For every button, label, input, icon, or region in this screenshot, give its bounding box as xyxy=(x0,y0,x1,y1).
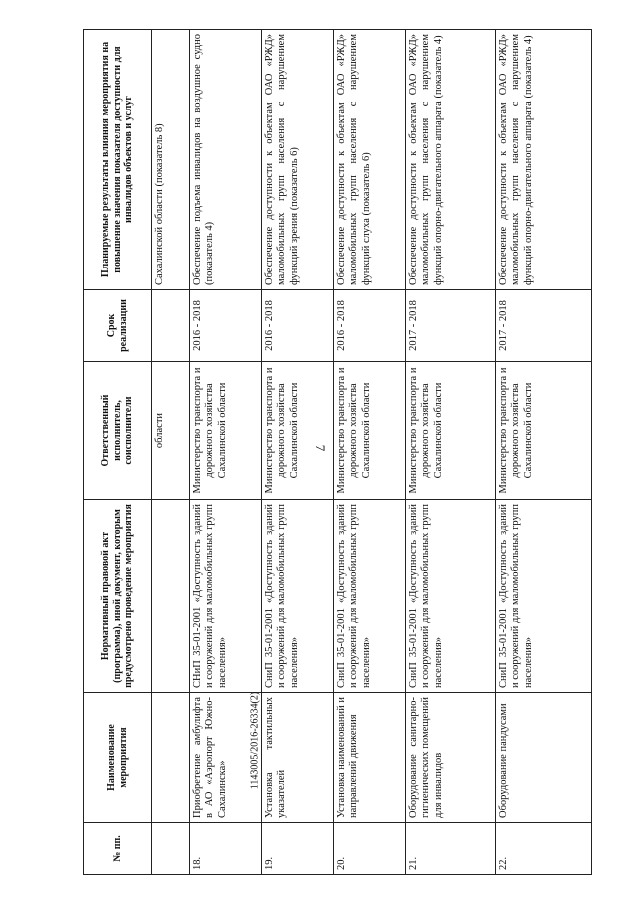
page-number: 7 xyxy=(313,444,328,452)
cell-name: Приобретение амбулифта в АО «Аэропорт Южно-Сахалинска» xyxy=(190,693,262,823)
table-row xyxy=(262,30,334,875)
cell-result: Обеспечение доступности к объектам ОАО «РЖД» маломобильных групп населения с нарушением функций опорно-двигательного аппарата (показатель 4) xyxy=(406,30,496,290)
cell-term: 2017 - 2018 xyxy=(496,290,592,362)
cell-num: 19. xyxy=(262,823,334,875)
cell-responsible: Министерство транспорта и дорожного хозяйства Сахалинской области xyxy=(334,362,406,500)
cell-act: СниП 35-01-2001 «Доступность зданий и сооружений для маломобильных групп населения» xyxy=(262,500,334,693)
document-id: 1143005/2016-26334(2) xyxy=(249,691,261,790)
cell-result: Сахалинской области (показатель 8) xyxy=(152,30,190,290)
cell-term: 2016 - 2018 xyxy=(190,290,262,362)
table-row-continuation xyxy=(152,30,190,875)
cell-responsible: Министерство транспорта и дорожного хозяйства Сахалинской области xyxy=(190,362,262,500)
cell-num: 21. xyxy=(406,823,496,875)
cell-act: СниП 35-01-2001 «Доступность зданий и сооружений для маломобильных групп населения» xyxy=(406,500,496,693)
cell-term: 2016 - 2018 xyxy=(334,290,406,362)
cell-num: 20. xyxy=(334,823,406,875)
table-row xyxy=(406,30,496,875)
cell-name xyxy=(152,693,190,823)
cell-num xyxy=(152,823,190,875)
cell-responsible: области xyxy=(152,362,190,500)
table-header-row xyxy=(84,30,152,875)
rotated-table-wrapper xyxy=(83,30,623,875)
cell-term xyxy=(152,290,190,362)
header-num: № пп. xyxy=(84,823,152,875)
cell-act: СниП 35-01-2001 «Доступность зданий и сооружений для маломобильных групп населения» xyxy=(496,500,592,693)
header-name: Наименование мероприятия xyxy=(84,693,152,823)
header-result: Планируемые результаты влияния мероприятия на повышение значения показателя доступности для инвалидов объектов и услуг xyxy=(84,30,152,290)
cell-result: Обеспечение подъема инвалидов на воздушное судно (показатель 4) xyxy=(190,30,262,290)
header-responsible: Ответственный исполнитель, соисполнители xyxy=(84,362,152,500)
header-term: Срок реализации xyxy=(84,290,152,362)
cell-num: 22. xyxy=(496,823,592,875)
cell-act xyxy=(152,500,190,693)
cell-name: Оборудование пандусами xyxy=(496,693,592,823)
table-row xyxy=(496,30,592,875)
cell-result: Обеспечение доступности к объектам ОАО «РЖД» маломобильных групп населения с нарушением функций зрения (показатель 6) xyxy=(262,30,334,290)
cell-act: СниП 35-01-2001 «Доступность зданий и сооружений для маломобильных групп населения» xyxy=(334,500,406,693)
cell-name: Оборудование санитарно-гигиенических помещений для инвалидов xyxy=(406,693,496,823)
cell-term: 2016 - 2018 xyxy=(262,290,334,362)
cell-act: СНиП 35-01-2001 «Доступность зданий и сооружений для маломобильных групп населения» xyxy=(190,500,262,693)
cell-name: Установка тактильных указателей xyxy=(262,693,334,823)
cell-responsible: Министерство транспорта и дорожного хозяйства Сахалинской области xyxy=(406,362,496,500)
measures-table xyxy=(83,29,592,875)
cell-name: Установка наименований и направлений движения xyxy=(334,693,406,823)
cell-responsible: Министерство транспорта и дорожного хозяйства Сахалинской области xyxy=(496,362,592,500)
cell-term: 2017 - 2018 xyxy=(406,290,496,362)
cell-result: Обеспечение доступности к объектам ОАО «РЖД» маломобильных групп населения с нарушением функций опорно-двигательного аппарата (показатель 4) xyxy=(496,30,592,290)
cell-responsible: Министерство транспорта и дорожного хозяйства Сахалинской области xyxy=(262,362,334,500)
header-act: Нормативный правовой акт (программа), иной документ, которым предусмотрено проведение мероприятия xyxy=(84,500,152,693)
table-row xyxy=(334,30,406,875)
cell-result: Обеспечение доступности к объектам ОАО «РЖД» маломобильных групп населения с нарушением функций слуха (показатель 6) xyxy=(334,30,406,290)
cell-num: 18. xyxy=(190,823,262,875)
